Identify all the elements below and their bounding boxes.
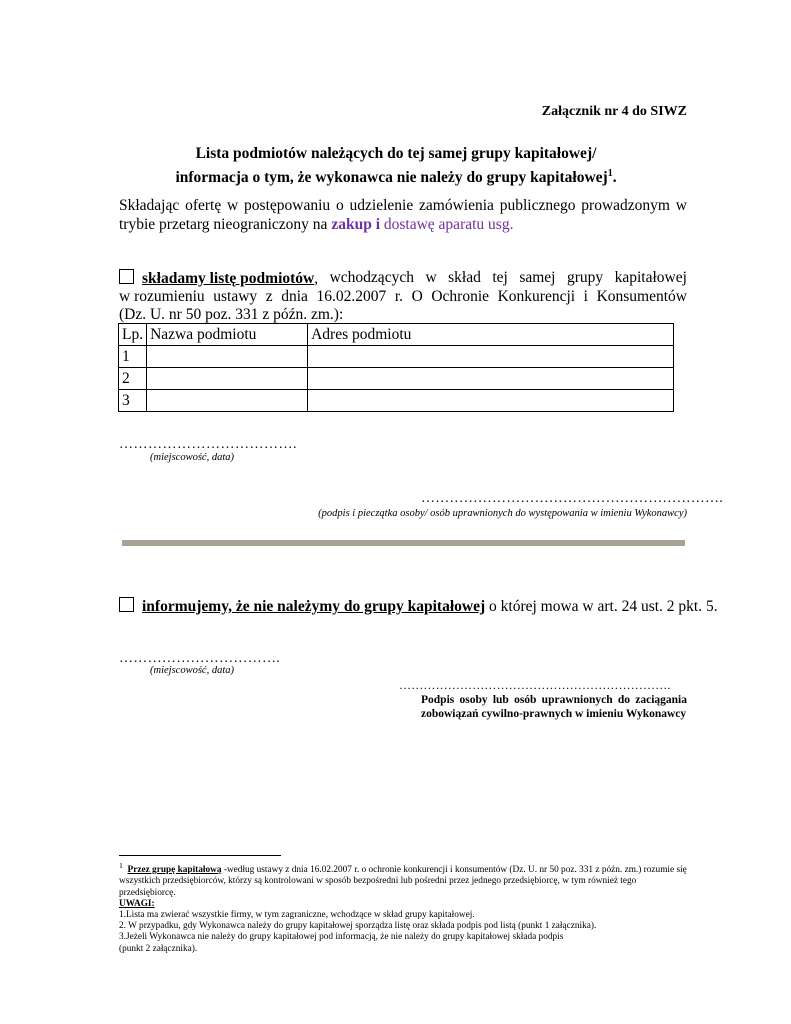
- footnote: [119, 860, 687, 955]
- signature-dots-2: ………………………………………………………….: [399, 678, 671, 692]
- table-row: 3: [119, 390, 674, 412]
- footnote-separator: [119, 855, 281, 856]
- option-no-group: informujemy, że nie należymy do grupy kapitałowej o której mowa w art. 24 ust. 2 pkt. 5.: [119, 597, 718, 616]
- intro-paragraph: Składając ofertę w postępowaniu o udzielenie zamówienia publicznego prowadzonym w trybie przetarg nieograniczony na zakup i dostawę aparatu usg.: [119, 197, 687, 233]
- notes-title: UWAGI:: [119, 898, 155, 909]
- place-date-dots-1: ……………………………….: [119, 437, 297, 452]
- intro-highlight: dostawę aparatu usg.: [380, 216, 514, 233]
- option1-line2: w rozumieniu ustawy z dnia 16.02.2007 r. O Ochronie Konkurencji i Konsumentów: [119, 288, 687, 305]
- header-address: Adres podmiotu: [308, 324, 674, 346]
- title-line-1: Lista podmiotów należących do tej samej grupy kapitałowej/: [195, 145, 597, 162]
- table-row: 1: [119, 346, 674, 368]
- checkbox-group-list[interactable]: [119, 269, 134, 284]
- signature-caption-2: Podpis osoby lub osób uprawnionych do zaciągania zobowiązań cywilno-prawnych w imieniu Wykonawcy: [421, 694, 687, 720]
- footnote-definition: $^1$ Przez grupę kapitałową -według ustawy z dnia 16.02.2007 r. o ochronie konkurencji i konsumentów (Dz. U. nr 50 poz. 331 z późn. zm.) rozumie się wszystkich przedsiębiorców, którzy są kontrolowani w sposób bezpośredni lub pośredni przez jednego przedsiębiorcę, w tym również tego przedsiębiorcę.: [119, 861, 687, 898]
- note-item: (punkt 2 załącznika).: [119, 943, 198, 954]
- checkbox-no-group[interactable]: [119, 597, 134, 612]
- table-row: 2: [119, 368, 674, 390]
- option-group-list: [119, 269, 687, 324]
- signature-dots-1: ……………………………………………………….: [421, 491, 723, 506]
- header-name: Nazwa podmiotu: [147, 324, 308, 346]
- place-date-dots-2: …………………………….: [119, 651, 281, 666]
- place-date-caption-1: (miejscowość, data): [150, 452, 234, 463]
- option2-label: informujemy, że nie należymy do grupy kapitałowej: [142, 598, 486, 615]
- footnote-ref: 1: [607, 168, 613, 179]
- footnote-term: Przez grupę kapitałową: [127, 865, 222, 876]
- place-date-caption-2: (miejscowość, data): [150, 665, 234, 676]
- option1-line3: (Dz. U. nr 50 poz. 331 z późn. zm.):: [119, 306, 344, 323]
- table-header-row: [119, 324, 674, 346]
- annex-label: Załącznik nr 4 do SIWZ: [541, 104, 687, 119]
- entities-table: [118, 323, 674, 412]
- section-separator: [122, 540, 685, 546]
- note-item: 2. W przypadku, gdy Wykonawca należy do grupy kapitałowej sporządza listę oraz składa podpis pod listą (punkt 1 załącznika).: [119, 921, 597, 932]
- option1-label: składamy listę podmiotów: [142, 270, 315, 287]
- note-item: 1.Lista ma zwierać wszystkie firmy, w tym zagraniczne, wchodzące w skład grupy kapitałowej.: [119, 909, 475, 920]
- signature-caption-1: (podpis i pieczątka osoby/ osób uprawnionych do występowania w imieniu Wykonawcy): [318, 508, 687, 519]
- note-item: 3.Jeżeli Wykonawca nie należy do grupy kapitałowej pod informacją, że nie należy do grupy kapitałowej składa podpis: [119, 932, 564, 943]
- document-title: [118, 144, 674, 188]
- title-line-2: informacja o tym, że wykonawca nie należy do grupy kapitałowej$^1$.: [175, 168, 617, 187]
- header-lp: Lp.: [119, 324, 147, 346]
- intro-highlight-bold: zakup i: [331, 216, 381, 233]
- option1-line1: składamy listę podmiotów, wchodzących w skład tej samej grupy kapitałowej: [119, 269, 687, 288]
